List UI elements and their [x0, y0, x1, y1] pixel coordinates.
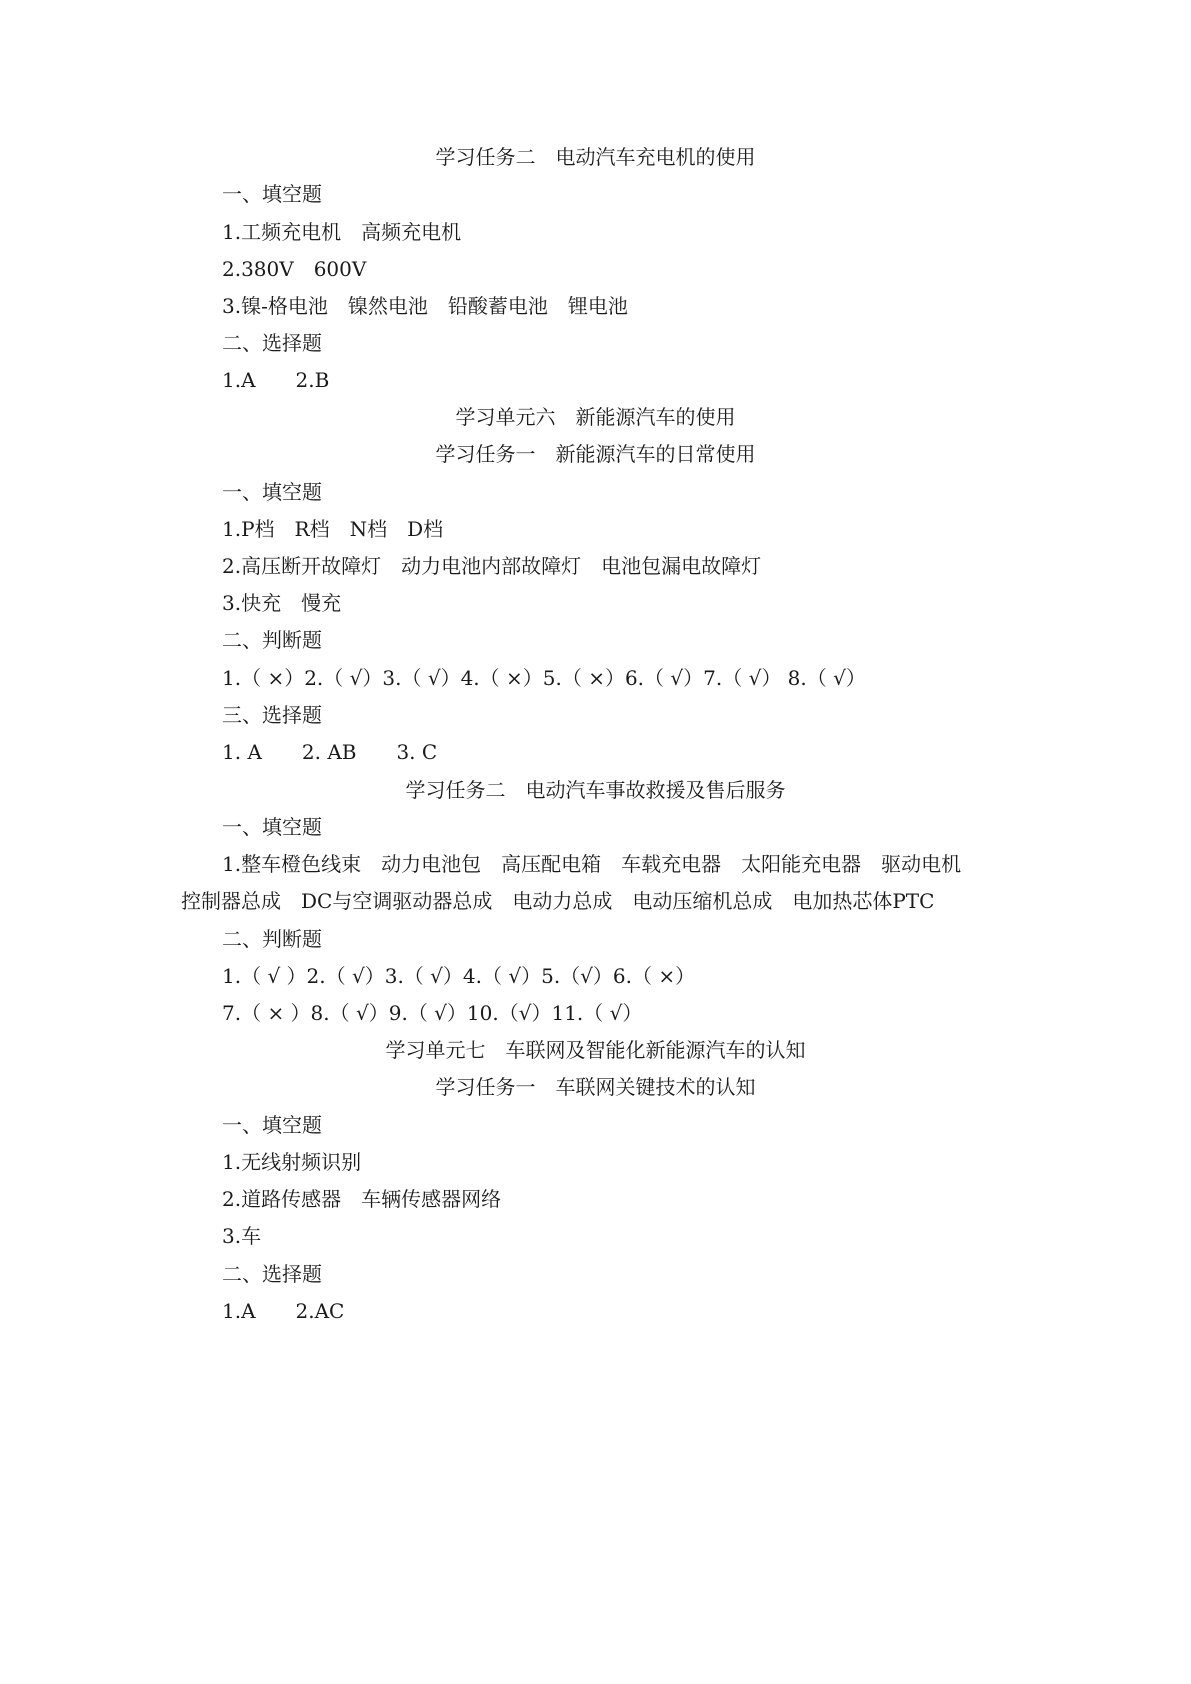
- answer-line: 1.P档 R档 N档 D档: [222, 517, 444, 541]
- answer-line: 2.高压断开故障灯 动力电池内部故障灯 电池包漏电故障灯: [222, 554, 762, 578]
- answer-line: 1.（ √ ）2.（ √）3.（ √）4.（ √）5.（√）6.（ ×）: [222, 964, 696, 988]
- answer-continuation-line: 控制器总成 DC与空调驱动器总成 电动力总成 电动压缩机总成 电加热芯体PTC: [181, 889, 935, 913]
- section-heading: 一、填空题: [222, 480, 322, 504]
- answer-line: 3.车: [222, 1224, 262, 1248]
- answer-line: 1.无线射频识别: [222, 1150, 362, 1174]
- answer-line: 1.A 2.AC: [222, 1299, 345, 1323]
- task-heading: 学习任务一 车联网关键技术的认知: [435, 1075, 756, 1099]
- section-heading: 三、选择题: [222, 703, 322, 727]
- unit-heading: 学习单元七 车联网及智能化新能源汽车的认知: [385, 1038, 806, 1062]
- answer-line: 1.A 2.B: [222, 368, 330, 392]
- section-heading: 二、选择题: [222, 1262, 322, 1286]
- answer-line: 2.道路传感器 车辆传感器网络: [222, 1187, 502, 1211]
- section-heading: 二、选择题: [222, 331, 322, 355]
- section-heading: 二、判断题: [222, 927, 322, 951]
- task-heading: 学习任务二 电动汽车事故救援及售后服务: [405, 778, 786, 802]
- answer-line: 3.快充 慢充: [222, 591, 342, 615]
- answer-line: 1. A 2. AB 3. C: [222, 740, 438, 764]
- answer-line: 1.整车橙色线束 动力电池包 高压配电箱 车载充电器 太阳能充电器 驱动电机: [222, 852, 962, 876]
- answer-line: 1.（ ×）2.（ √）3.（ √）4.（ ×）5.（ ×）6.（ √）7.（ √） 8.（ √）: [222, 666, 866, 690]
- section-heading: 一、填空题: [222, 1113, 322, 1137]
- answer-line: 7.（ × ）8.（ √）9.（ √）10.（√）11.（ √）: [222, 1001, 643, 1025]
- unit-heading: 学习单元六 新能源汽车的使用: [455, 405, 736, 429]
- answer-line: 1.工频充电机 高频充电机: [222, 220, 462, 244]
- section-heading: 一、填空题: [222, 182, 322, 206]
- task-heading: 学习任务二 电动汽车充电机的使用: [435, 145, 756, 169]
- section-heading: 一、填空题: [222, 815, 322, 839]
- answer-line: 2.380V 600V: [222, 257, 367, 281]
- task-heading: 学习任务一 新能源汽车的日常使用: [435, 442, 756, 466]
- section-heading: 二、判断题: [222, 628, 322, 652]
- answer-line: 3.镍-格电池 镍然电池 铅酸蓄电池 锂电池: [222, 294, 628, 318]
